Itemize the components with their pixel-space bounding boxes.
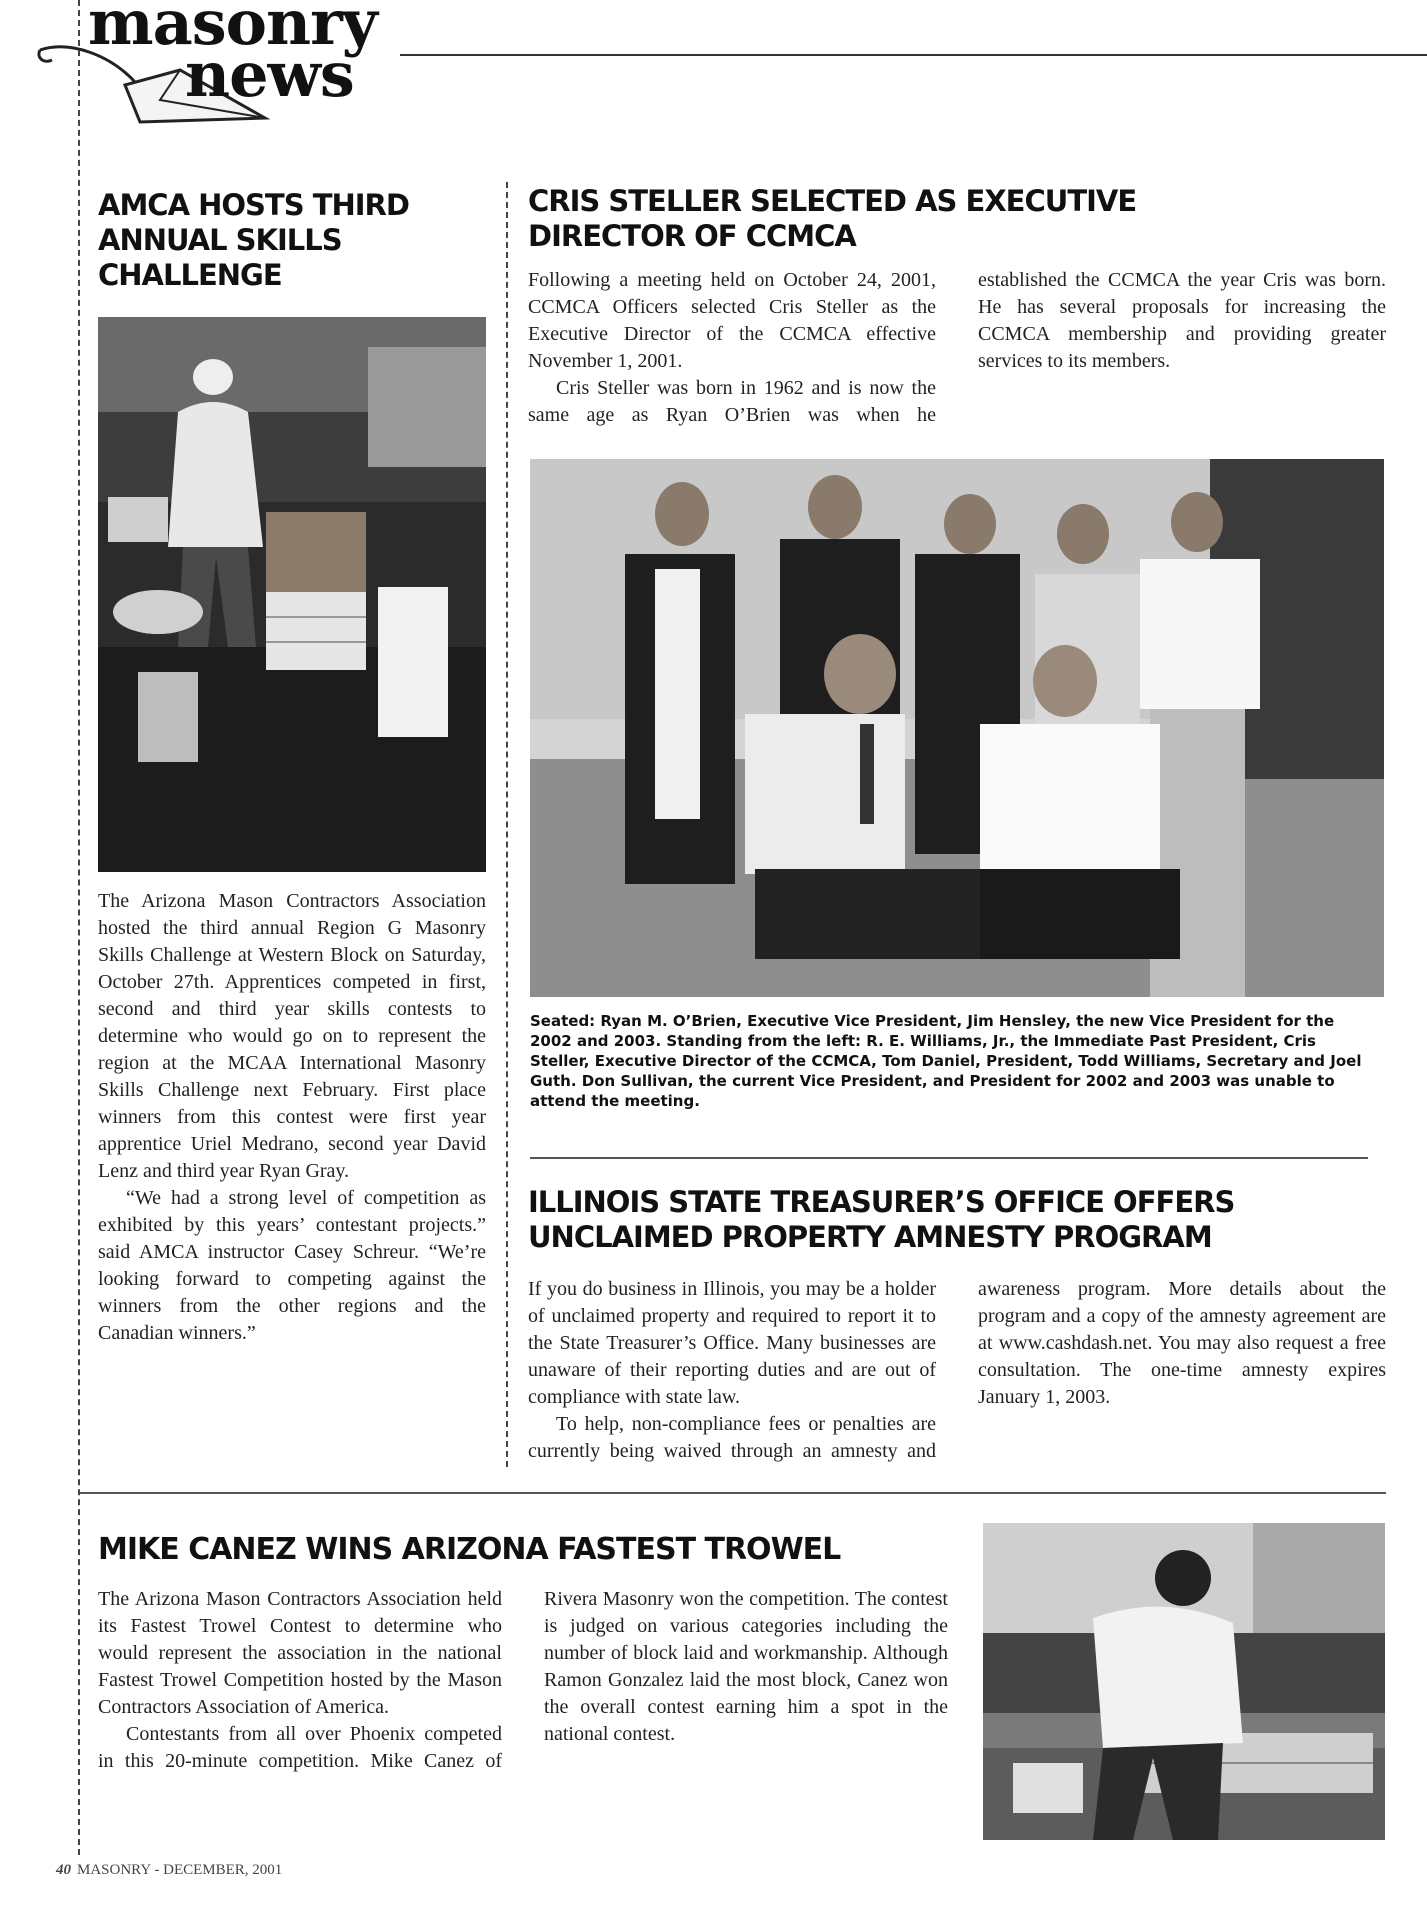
- amca-paragraph-1: The Arizona Mason Contractors Association hosted the third annual Region G Masonry Skills Challenge at Western Block on Saturday, October 27th. Apprentices competed in first, second and third year skills contests to determine who would go on to represent the region at the MCAA International Masonry Skills Challenge next February. First place winners from this contest were first year apprentice Uriel Medrano, second year David Lenz and third year Ryan Gray.: [98, 890, 486, 1182]
- article-amca-body: [98, 888, 486, 1347]
- canez-paragraph-1: The Arizona Mason Contractors Association held its Fastest Trowel Contest to determine who would represent the association in the national Fastest Trowel Competition hosted by the Mason Contractors Association of America.: [98, 1588, 502, 1718]
- article-illinois-body: [528, 1276, 1386, 1465]
- ccmca-paragraph-1: Following a meeting held on October 24, 2001, CCMCA Officers selected Cris Steller as the Executive Director of the CCMCA effective November 1, 2001.: [528, 269, 936, 372]
- illinois-paragraph-1: If you do business in Illinois, you may be a holder of unclaimed property and required to report it to the State Treasurer’s Office. Many businesses are unaware of their reporting duties and are out of compliance with state law.: [528, 1278, 936, 1408]
- headline-illinois: ILLINOIS STATE TREASURER’S OFFICE OFFERS UNCLAIMED PROPERTY AMNESTY PROGRAM: [528, 1185, 1235, 1254]
- article-amca-skills-challenge: [98, 188, 490, 292]
- photo-caption-ccmca: Seated: Ryan M. O’Brien, Executive Vice President, Jim Hensley, the new Vice President for the 2002 and 2003. Standing from the left: R. E. Williams, Jr., the Immediate Past President, Cris Steller, Executive Director of the CCMCA, Tom Daniel, President, Todd Williams, Secretary and Joel Guth. Don Sullivan, the current Vice President, and President for 2002 and 2003 was unable to attend the meeting.: [530, 1012, 1362, 1110]
- photo-skills-challenge: [98, 317, 486, 872]
- article-ccmca-body: [528, 267, 1386, 429]
- masthead-word-masonry: masonry: [88, 0, 377, 59]
- page-footer: [56, 1862, 282, 1879]
- masthead-word-news: news: [185, 38, 354, 111]
- illinois-paragraph-2: To help, non-compliance fees or penalties are currently being waived through an amnesty and awareness program. More details about the program and a copy of the amnesty agreement are at www.cashdash.net. You may also request a free consultation. The one-time amnesty expires January 1, 2003.: [528, 1278, 1386, 1462]
- article-canez-body: [98, 1586, 948, 1775]
- column-divider-rule: [506, 182, 508, 1467]
- page-number: 40: [56, 1862, 71, 1878]
- headline-ccmca: CRIS STELLER SELECTED AS EXECUTIVE DIRECTOR OF CCMCA: [528, 184, 1137, 253]
- article-illinois-amnesty: [528, 1185, 1388, 1255]
- masthead-rule: [400, 54, 1427, 56]
- publication-info: MASONRY - DECEMBER, 2001: [77, 1862, 283, 1878]
- photo-ccmca-officers: [530, 459, 1384, 997]
- left-margin-rule: [78, 0, 80, 1855]
- photo-fastest-trowel: [983, 1523, 1385, 1840]
- divider-rule-canez: [80, 1492, 1386, 1494]
- divider-rule-illinois: [530, 1157, 1368, 1159]
- amca-paragraph-2: “We had a strong level of competition as exhibited by this years’ contestant projects.” said AMCA instructor Casey Schreur. “We’re looking forward to competing against the winners from the other regions and the Canadian winners.”: [98, 1187, 486, 1344]
- masthead: [30, 0, 450, 125]
- canez-paragraph-2: Contestants from all over Phoenix competed in this 20-minute competition. Mike Canez of Rivera Masonry won the competition. The contest is judged on various categories including the number of block laid and workmanship. Although Ramon Gonzalez laid the most block, Canez won the overall contest earning him a spot in the national contest.: [98, 1588, 948, 1772]
- ccmca-paragraph-2: Cris Steller was born in 1962 and is now the same age as Ryan O’Brien was when he established the CCMCA the year Cris was born. He has several proposals for increasing the CCMCA membership and providing greater services to its members.: [528, 269, 1386, 426]
- article-ccmca-executive-director: [528, 184, 1388, 254]
- headline-canez: MIKE CANEZ WINS ARIZONA FASTEST TROWEL: [98, 1532, 841, 1567]
- headline-amca: AMCA HOSTS THIRD ANNUAL SKILLS CHALLENGE: [98, 188, 409, 292]
